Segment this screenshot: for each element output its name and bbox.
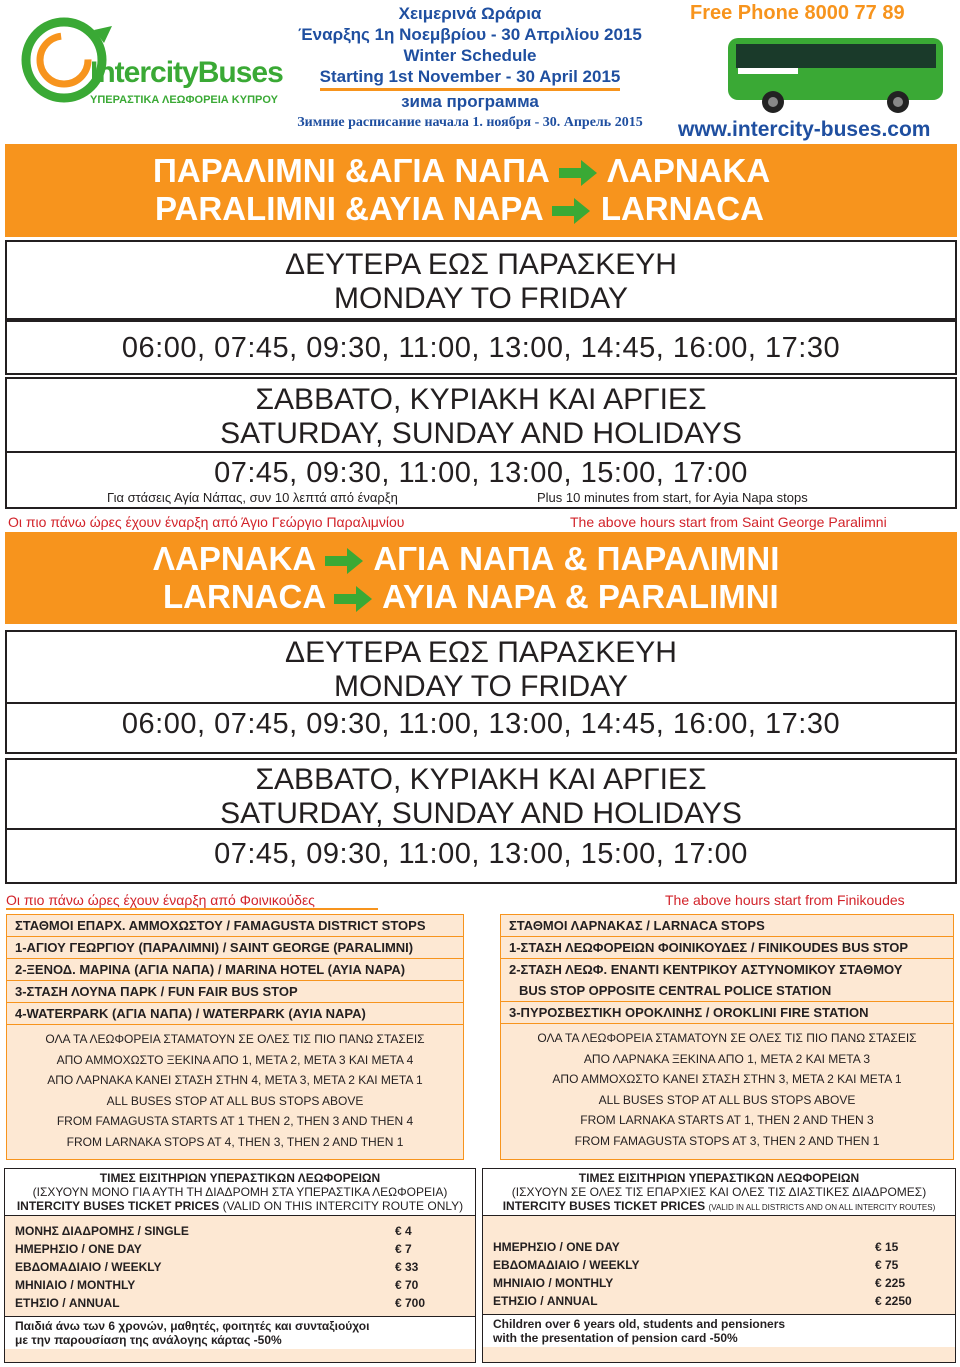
bus-icon <box>718 28 953 120</box>
prices-right-subtitle-gr: (ΙΣΧΥΟΥΝ ΣΕ ΟΛΕΣ ΤΙΣ ΕΠΑΡΧΙΕΣ ΚΑΙ ΟΛΕΣ ΤΙΣ ΔΙΑΣΤΙΚΕΣ ΔΙΑΔΡΟΜΕΣ) <box>511 1185 927 1199</box>
logo-text: IntercityBuses <box>90 56 283 89</box>
prices-left-title-gr: ΤΙΜΕΣ ΕΙΣΙΤΗΡΙΩΝ ΥΠΕΡΑΣΤΙΚΩΝ ΛΕΩΦΟΡΕΙΩΝ <box>99 1171 381 1185</box>
route1-weekday-gr: ΔΕΥΤΕΡΑ ΕΩΣ ΠΑΡΑΣΚΕΥΗ <box>285 248 677 281</box>
stop-row: 3-ΣΤΑΣΗ ΛΟΥΝΑ ΠΑΡΚ / FUN FAIR BUS STOP <box>7 981 463 1003</box>
stops-left-header: ΣΤΑΘΜΟΙ ΕΠΑΡΧ. ΑΜΜΟΧΩΣΤΟΥ / FAMAGUSTA DISTRICT STOPS <box>7 915 463 937</box>
route2-weekday-en: MONDAY TO FRIDAY <box>334 670 628 703</box>
route2-weekend-times-box <box>5 830 957 884</box>
prices-right-subtitle-en: (VALID IN ALL DISTRICTS AND ON ALL INTERCITY ROUTES) <box>708 1203 936 1212</box>
route1-weekend-box <box>5 377 957 453</box>
stop-note: ΑΠΟ ΛΑΡΝΑΚΑ ΚΑΝΕΙ ΣΤΑΣΗ ΣΤΗΝ 4, ΜΕΤΑ 3, ΜΕΤΑ 2 ΚΑΙ ΜΕΤΑ 1 <box>47 1073 423 1087</box>
stop-note: ΑΠΟ ΑΜΜΟΧΩΣΤΟ ΚΑΝΕΙ ΣΤΑΣΗ ΣΤΗΝ 3, ΜΕΤΑ 2 ΚΑΙ ΜΕΤΑ 1 <box>552 1072 902 1086</box>
start-ru: Зимние расписание начала 1. ноября - 30. Апрель 2015 <box>297 115 643 130</box>
prices-left-discount-2: με την παρουσίαση της ανάλογης κάρτας -50% <box>15 1333 282 1347</box>
start-en: Starting 1st November - 30 April 2015 <box>320 66 621 91</box>
prices-right-title-en: INTERCITY BUSES TICKET PRICES <box>502 1199 706 1213</box>
stop-note: ΑΠΟ ΑΜΜΟΧΩΣΤΟ ΞΕΚΙΝΑ ΑΠΟ 1, ΜΕΤΑ 2, ΜΕΤΑ 3 ΚΑΙ ΜΕΤΑ 4 <box>56 1052 414 1067</box>
stop-note: FROM FAMAGUSTA STARTS AT 1 THEN 2, THEN 3 AND THEN 4 <box>56 1114 414 1128</box>
route1-to-gr: ΛΑΡΝΑΚΑ <box>607 152 771 189</box>
price-row: ΜΟΝΗΣ ΔΙΑΔΡΟΜΗΣ / SINGLE € 4 <box>15 1224 412 1238</box>
route2-weekday-gr: ΔΕΥΤΕΡΑ ΕΩΣ ΠΑΡΑΣΚΕΥΗ <box>285 636 677 669</box>
stop-row: 1-ΣΤΑΣΗ ΛΕΩΦΟΡΕΙΩΝ ΦΟΙΝΙΚΟΥΔΕΣ / FINIKOUDES BUS STOP <box>501 937 953 959</box>
price-row: ΜΗΝΙΑΙΟ / MONTHLY € 70 <box>15 1278 419 1292</box>
arrow-right-icon <box>334 586 374 612</box>
stop-row: 3-ΠΥΡΟΣΒΕΣΤΙΚΗ ΟΡΟΚΛΙΝΗΣ / OROKLINI FIRE STATION <box>501 1002 953 1024</box>
larnaca-stops <box>500 914 954 1160</box>
stop-note: ΟΛΑ ΤΑ ΛΕΩΦΟΡΕΙΑ ΣΤΑΜΑΤΟΥΝ ΣΕ ΟΛΕΣ ΤΙΣ ΠΙΟ ΠΑΝΩ ΣΤΑΣΕΙΣ <box>537 1031 917 1045</box>
route2-weekend-times: 07:45, 09:30, 11:00, 13:00, 15:00, 17:00 <box>214 838 748 870</box>
stop-note: FROM FAMAGUSTA STOPS AT 3, THEN 2 AND THEN 1 <box>574 1133 880 1148</box>
route2-to-gr: ΑΓΙΑ ΝΑΠΑ & ΠΑΡΑΛΙΜΝΙ <box>373 540 780 577</box>
route2-title <box>5 532 957 624</box>
route2-weekend-gr: ΣΑΒΒΑΤΟ, ΚΥΡΙΑΚΗ ΚΑΙ ΑΡΓΙΕΣ <box>255 763 707 796</box>
price-row: ΕΤΗΣΙΟ / ANNUAL € 2250 <box>493 1294 912 1308</box>
route1-weekday-times-box <box>5 320 957 375</box>
route1-note-gr: Για στάσεις Αγία Νάπας, συν 10 λεπτά από έναρξη <box>107 490 398 505</box>
prices-left-subtitle-en: (VALID ON THIS INTERCITY ROUTE ONLY) <box>222 1199 464 1213</box>
logo <box>12 8 283 108</box>
prices-left-subtitle-gr: (ΙΣΧΥΟΥΝ ΜΟΝΟ ΓΙΑ ΑΥΤΗ ΤΗ ΔΙΑΔΡΟΜΗ ΣΤΑ ΥΠΕΡΑΣΤΙΚΑ ΛΕΩΦΟΡΕΙΑ) <box>32 1185 448 1199</box>
route2-weekend-en: SATURDAY, SUNDAY AND HOLIDAYS <box>220 797 742 830</box>
route1-weekday-en: MONDAY TO FRIDAY <box>334 282 628 315</box>
route2-start-en: The above hours start from Finikoudes <box>665 892 905 908</box>
route1-start-gr: Οι πιο πάνω ώρες έχουν έναρξη από Άγιο Γεώργιο Παραλιμνίου <box>8 514 405 530</box>
route1-weekend-en: SATURDAY, SUNDAY AND HOLIDAYS <box>220 417 742 450</box>
famagusta-stops <box>6 914 464 1160</box>
prices-right-discount-1: Children over 6 years old, students and pensioners <box>493 1317 786 1331</box>
stop-row: 2-ΞΕΝΟΔ. ΜΑΡΙΝΑ (ΑΓΙΑ ΝΑΠΑ) / MARINA HOTEL (AYIA NAPA) <box>7 959 463 981</box>
prices-right-discount-2: with the presentation of pension card -50% <box>493 1331 738 1345</box>
stop-note: ΟΛΑ ΤΑ ΛΕΩΦΟΡΕΙΑ ΣΤΑΜΑΤΟΥΝ ΣΕ ΟΛΕΣ ΤΙΣ ΠΙΟ ΠΑΝΩ ΣΤΑΣΕΙΣ <box>45 1032 425 1046</box>
prices-left-title-en: INTERCITY BUSES TICKET PRICES <box>16 1199 220 1213</box>
route1-title <box>5 144 957 237</box>
price-row: ΕΒΔΟΜΑΔΙΑΙΟ / WEEKLY € 33 <box>15 1260 419 1274</box>
route2-weekend-box <box>5 758 957 830</box>
prices-left-discount-1: Παιδιά άνω των 6 χρονών, μαθητές, φοιτητές και συνταξιούχοι <box>15 1319 370 1333</box>
stop-row: 2-ΣΤΑΣΗ ΛΕΩΦ. ΕΝΑΝΤΙ ΚΕΝΤΡΙΚΟΥ ΑΣΤΥΝΟΜΙΚΟΥ ΣΤΑΘΜΟΥ <box>509 962 903 977</box>
route2-weekday-box <box>5 630 957 704</box>
arrow-right-icon <box>559 160 599 186</box>
price-row: ΜΗΝΙΑΙΟ / MONTHLY € 225 <box>493 1276 906 1290</box>
price-row: ΗΜΕΡΗΣΙΟ / ONE DAY € 7 <box>15 1242 412 1256</box>
phone-number: Free Phone 8000 77 89 <box>690 2 905 24</box>
stop-note: FROM LARNAKA STOPS AT 4, THEN 3, THEN 2 AND THEN 1 <box>66 1134 404 1149</box>
price-row: ΕΒΔΟΜΑΔΙΑΙΟ / WEEKLY € 75 <box>493 1258 899 1272</box>
route2-to-en: AYIA NAPA & PARALIMNI <box>382 578 779 615</box>
route1-weekend-times: 07:45, 09:30, 11:00, 13:00, 15:00, 17:00 <box>214 457 748 489</box>
stop-row: 1-ΑΓΙΟΥ ΓΕΩΡΓΙΟΥ (ΠΑΡΑΛΙΜΝΙ) / SAINT GEORGE (PARALIMNI) <box>7 937 463 959</box>
stop-note: ALL BUSES STOP AT ALL BUS STOPS ABOVE <box>598 1092 856 1107</box>
stop-row: 4-WATERPARK (ΑΓΙΑ ΝΑΠΑ) / WATERPARK (AYIA NAPA) <box>7 1003 463 1025</box>
start-gr: Έναρξης 1η Νοεμβρίου - 30 Απριλίου 2015 <box>298 25 642 44</box>
prices-left <box>4 1168 476 1363</box>
title-ru: зима программа <box>401 92 539 111</box>
prices-right <box>482 1168 956 1363</box>
route1-weekday-box <box>5 240 957 320</box>
bus-image <box>718 28 953 120</box>
route1-start-en: The above hours start from Saint George Paralimni <box>570 514 887 530</box>
stop-row: BUS STOP OPPOSITE CENTRAL POLICE STATION <box>501 980 953 1002</box>
route1-weekday-times: 06:00, 07:45, 09:30, 11:00, 13:00, 14:45, 16:00, 17:30 <box>121 332 841 364</box>
route1-to-en: LARNACA <box>600 190 764 227</box>
route1-from-en: PARALIMNI &AYIA NAPA <box>155 190 543 227</box>
price-row: ΗΜΕΡΗΣΙΟ / ONE DAY € 15 <box>493 1240 899 1254</box>
arrow-right-icon <box>552 198 592 224</box>
route2-from-gr: ΛΑΡΝΑΚΑ <box>153 540 317 577</box>
logo-subtitle: ΥΠΕΡΑΣΤΙΚΑ ΛΕΩΦΟΡΕΙΑ ΚΥΠΡΟΥ <box>90 94 278 106</box>
stop-note: FROM LARNAKA STARTS AT 1, THEN 2 AND THEN 3 <box>580 1113 874 1127</box>
route1-note-en: Plus 10 minutes from start, for Ayia Napa stops <box>537 490 808 505</box>
route2-weekday-times: 06:00, 07:45, 09:30, 11:00, 13:00, 14:45, 16:00, 17:30 <box>121 708 841 740</box>
stops-right-header: ΣΤΑΘΜΟΙ ΛΑΡΝΑΚΑΣ / LARNACA STOPS <box>501 915 953 937</box>
route2-from-en: LARNACA <box>163 578 325 615</box>
website: www.intercity-buses.com <box>678 118 931 141</box>
stop-note: ΑΠΟ ΛΑΡΝΑΚΑ ΞΕΚΙΝΑ ΑΠΟ 1, ΜΕΤΑ 2 ΚΑΙ ΜΕΤΑ 3 <box>583 1051 871 1066</box>
title-gr: Χειμερινά Ωράρια <box>398 4 542 23</box>
price-row: ΕΤΗΣΙΟ / ANNUAL € 700 <box>15 1296 426 1310</box>
route2-weekday-times-box <box>5 704 957 754</box>
stop-note: ALL BUSES STOP AT ALL BUS STOPS ABOVE <box>106 1093 364 1108</box>
route1-from-gr: ΠΑΡΑΛΙΜΝΙ &ΑΓΙΑ ΝΑΠΑ <box>153 152 550 189</box>
title-en: Winter Schedule <box>403 46 537 65</box>
route1-weekend-gr: ΣΑΒΒΑΤΟ, ΚΥΡΙΑΚΗ ΚΑΙ ΑΡΓΙΕΣ <box>255 383 707 416</box>
route2-start-gr: Οι πιο πάνω ώρες έχουν έναρξη από Φοινικούδες <box>6 892 378 910</box>
arrow-right-icon <box>325 548 365 574</box>
prices-right-title-gr: ΤΙΜΕΣ ΕΙΣΙΤΗΡΙΩΝ ΥΠΕΡΑΣΤΙΚΩΝ ΛΕΩΦΟΡΕΙΩΝ <box>578 1171 860 1185</box>
